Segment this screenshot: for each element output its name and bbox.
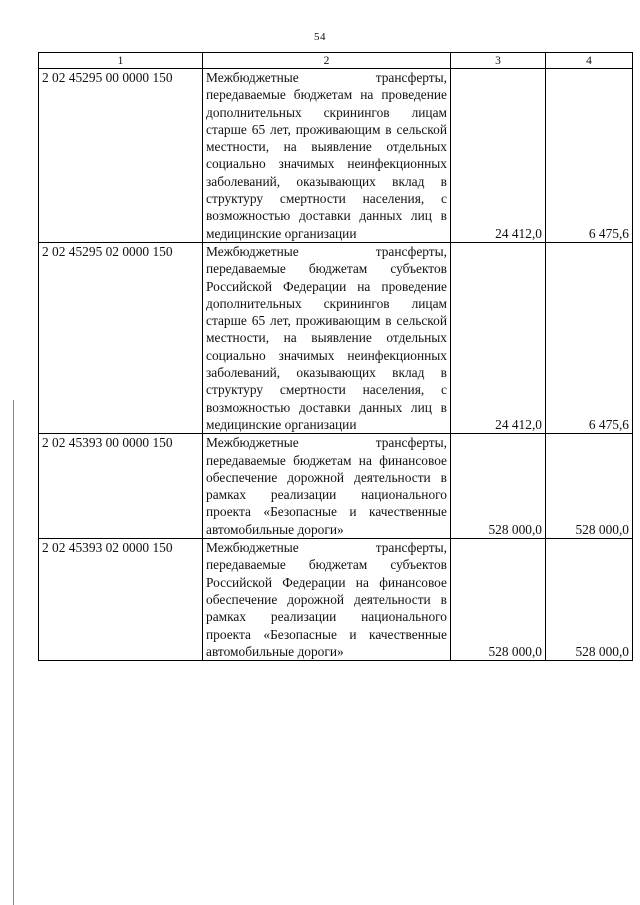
table-row <box>39 434 633 539</box>
amount-column-3: 24 412,0 <box>451 242 546 433</box>
amount-column-3: 528 000,0 <box>451 539 546 661</box>
column-header-1: 1 <box>39 53 203 69</box>
amount-column-4: 528 000,0 <box>546 539 633 661</box>
amount-column-4: 528 000,0 <box>546 434 633 539</box>
column-header-4: 4 <box>546 53 633 69</box>
amount-column-3: 24 412,0 <box>451 69 546 243</box>
budget-code: 2 02 45393 02 0000 150 <box>39 539 203 661</box>
table-header-row <box>39 53 633 69</box>
amount-column-3: 528 000,0 <box>451 434 546 539</box>
scan-edge-line <box>13 400 14 905</box>
transfer-description: Межбюджетные трансферты, передаваемые бюджетам субъектов Российской Федерации на финансовое обеспечение дорожной деятельности в рамках реализации национального проекта «Безопасные и качественные автомобильные дороги» <box>203 539 451 661</box>
column-header-3: 3 <box>451 53 546 69</box>
column-header-2: 2 <box>203 53 451 69</box>
table-row <box>39 69 633 243</box>
transfer-description: Межбюджетные трансферты, передаваемые бюджетам субъектов Российской Федерации на проведение дополнительных скринингов лицам старше 65 лет, проживающим в сельской местности, на выявление отдельных социально значимых неинфекционных заболеваний, оказывающих вклад в структуру смертности населения, с возможностью доставки данных лиц в медицинские организации <box>203 242 451 433</box>
budget-code: 2 02 45295 00 0000 150 <box>39 69 203 243</box>
budget-code: 2 02 45393 00 0000 150 <box>39 434 203 539</box>
page-number: 54 <box>314 31 326 43</box>
transfer-description: Межбюджетные трансферты, передаваемые бюджетам на финансовое обеспечение дорожной деятельности в рамках реализации национального проекта «Безопасные и качественные автомобильные дороги» <box>203 434 451 539</box>
amount-column-4: 6 475,6 <box>546 242 633 433</box>
amount-column-4: 6 475,6 <box>546 69 633 243</box>
table-row <box>39 539 633 661</box>
budget-table <box>38 52 633 661</box>
budget-code: 2 02 45295 02 0000 150 <box>39 242 203 433</box>
table-row <box>39 242 633 433</box>
transfer-description: Межбюджетные трансферты, передаваемые бюджетам на проведение дополнительных скринингов лицам старше 65 лет, проживающим в сельской местности, на выявление отдельных социально значимых неинфекционных заболеваний, оказывающих вклад в структуру смертности населения, с возможностью доставки данных лиц в медицинские организации <box>203 69 451 243</box>
